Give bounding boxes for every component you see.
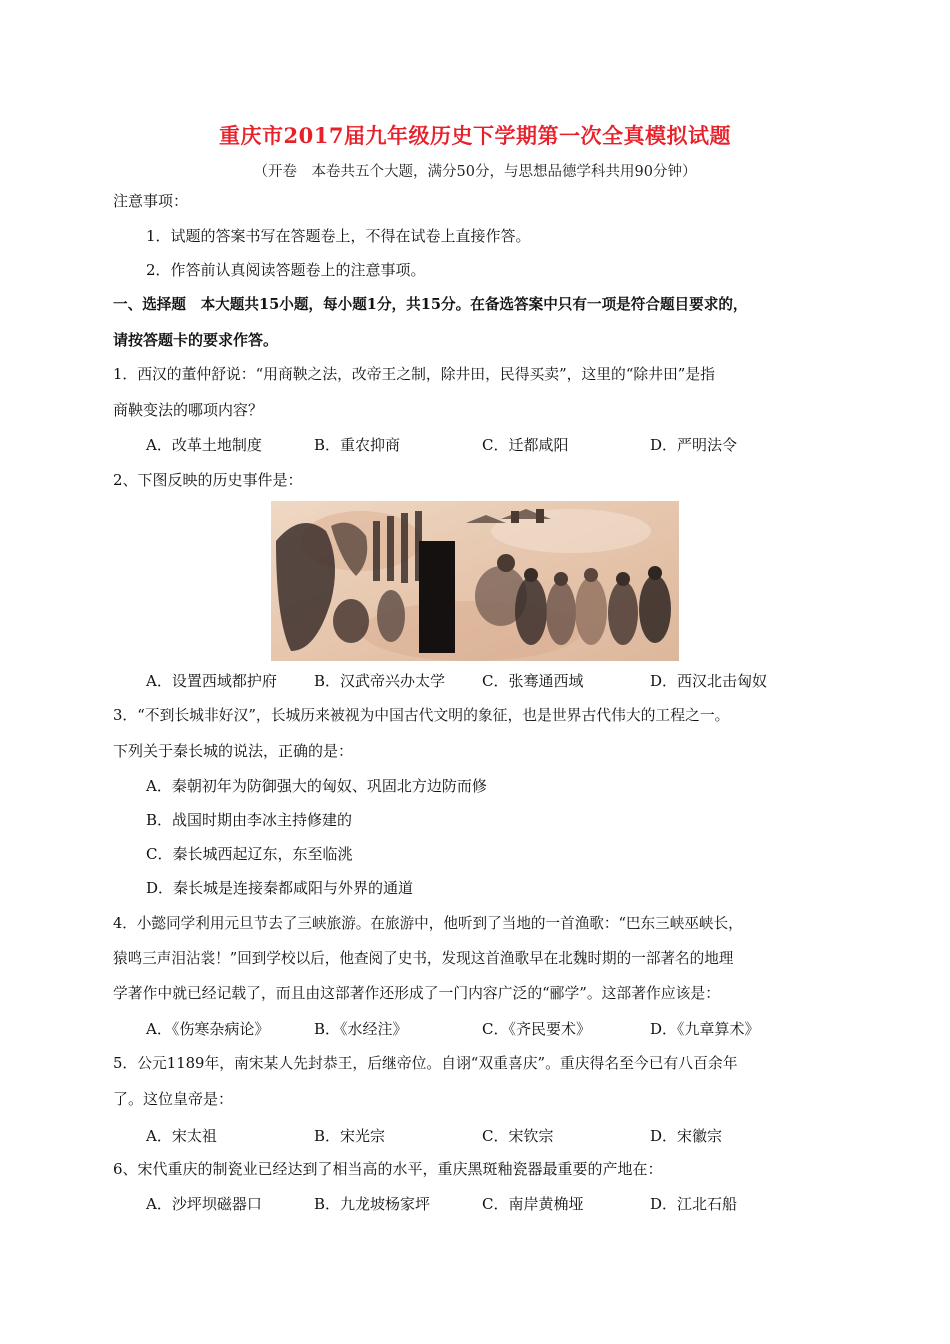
option-c: C．秦长城西起辽东，东至临洮 <box>146 845 353 863</box>
option-c: C．迁都咸阳 <box>482 436 569 454</box>
question-1-cont: 商鞅变法的哪项内容？ <box>113 401 264 419</box>
option-c: C．《齐民要术》 <box>482 1020 591 1038</box>
note-item: 2．作答前认真阅读答题卷上的注意事项。 <box>146 261 426 279</box>
question-5-cont: 了。这位皇帝是： <box>113 1090 234 1108</box>
option-a: A．宋太祖 <box>146 1127 217 1145</box>
question-3-cont: 下列关于秦长城的说法，正确的是： <box>113 742 354 760</box>
option-b: B．汉武帝兴办太学 <box>314 672 446 690</box>
notes-heading: 注意事项： <box>113 192 189 210</box>
option-d: D．宋徽宗 <box>650 1127 723 1145</box>
question-5: 5．公元1189年，南宋某人先封恭王，后继帝位。自诩“双重喜庆”。重庆得名至今已有八百余年 <box>113 1055 738 1072</box>
option-d: D．《九章算术》 <box>650 1020 760 1038</box>
section-heading: 一、选择题 本大题共15小题，每小题1分，共15分。在备选答案中只有一项是符合题目要求的， <box>113 296 748 313</box>
note-item: 1．试题的答案书写在答题卷上，不得在试卷上直接作答。 <box>146 227 531 245</box>
option-b: B．宋光宗 <box>314 1127 386 1145</box>
question-1: 1．西汉的董仲舒说：“用商鞅之法，改帝王之制，除井田，民得买卖”，这里的“除井田”是指 <box>113 366 715 383</box>
option-a: A．秦朝初年为防御强大的匈奴、巩固北方边防而修 <box>146 777 487 795</box>
option-a: A．改革土地制度 <box>146 436 262 454</box>
option-c: C．南岸黄桷垭 <box>482 1195 584 1213</box>
option-b: B．重农抑商 <box>314 436 401 454</box>
option-a: A．《伤寒杂病论》 <box>146 1020 270 1038</box>
mural-illustration <box>271 501 679 661</box>
option-d: D．秦长城是连接秦都咸阳与外界的通道 <box>146 879 414 897</box>
mural-image <box>271 501 679 661</box>
option-a: A．沙坪坝磁器口 <box>146 1195 262 1213</box>
question-6: 6、宋代重庆的制瓷业已经达到了相当高的水平，重庆黑斑釉瓷器最重要的产地在： <box>113 1160 663 1178</box>
option-b: B．战国时期由李冰主持修建的 <box>146 811 353 829</box>
question-3: 3．“不到长城非好汉”，长城历来被视为中国古代文明的象征，也是世界古代伟大的工程之一。 <box>113 707 730 724</box>
option-b: B．九龙坡杨家坪 <box>314 1195 431 1213</box>
option-b: B．《水经注》 <box>314 1020 408 1038</box>
option-c: C．张骞通西域 <box>482 672 584 690</box>
option-a: A．设置西域都护府 <box>146 672 277 690</box>
section-heading-cont: 请按答题卡的要求作答。 <box>113 331 279 349</box>
option-d: D．严明法令 <box>650 436 738 454</box>
page-subtitle: （开卷 本卷共五个大题，满分50分，与思想品德学科共用90分钟） <box>253 164 697 180</box>
question-4-cont: 猿鸣三声泪沾裳！”回到学校以后，他查阅了史书，发现这首渔歌早在北魏时期的一部著名的地理 <box>113 950 734 967</box>
page-title: 重庆市2017届九年级历史下学期第一次全真模拟试题 <box>219 123 731 148</box>
option-d: D．江北石船 <box>650 1195 738 1213</box>
option-d: D．西汉北击匈奴 <box>650 672 768 690</box>
question-2: 2、下图反映的历史事件是： <box>113 471 303 489</box>
option-c: C．宋钦宗 <box>482 1127 554 1145</box>
question-4-cont: 学著作中就已经记载了，而且由这部著作还形成了一门内容广泛的“郦学”。这部著作应该是： <box>113 985 721 1002</box>
question-4: 4．小懿同学利用元旦节去了三峡旅游。在旅游中，他听到了当地的一首渔歌：“巴东三峡巫峡长， <box>113 915 743 932</box>
